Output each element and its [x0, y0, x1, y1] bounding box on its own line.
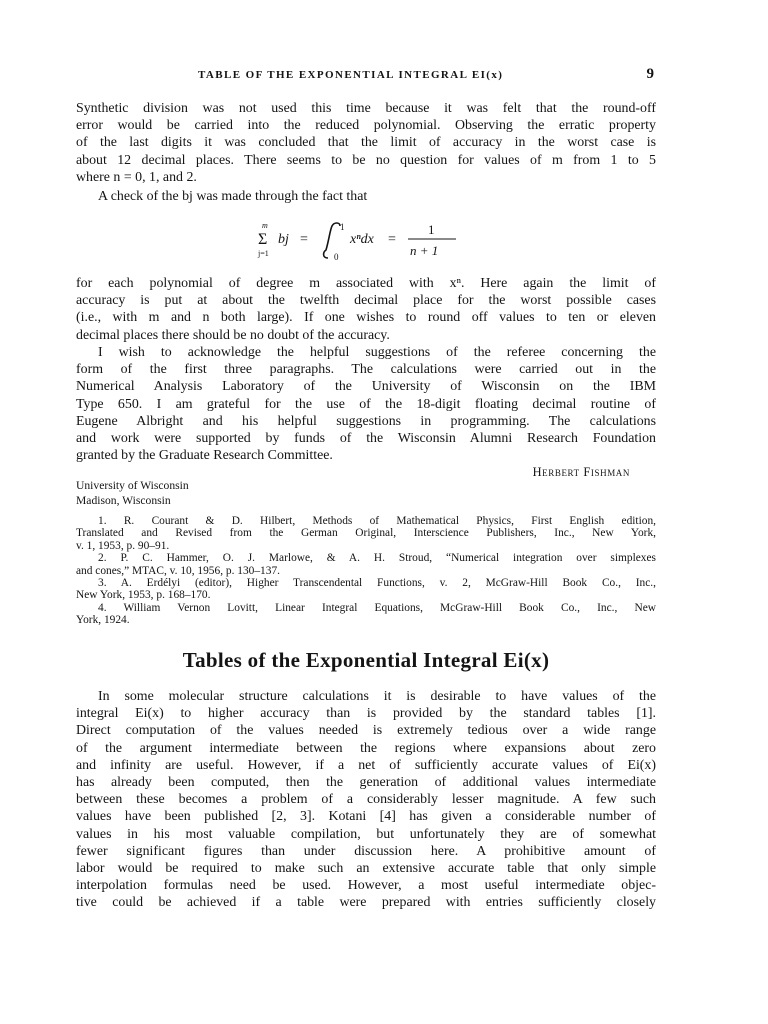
text-line: and work were supported by funds of the Wisconsin Alumni Research Foundation [76, 430, 656, 446]
integral-upper-limit: 1 [340, 222, 345, 232]
text-line: interpolation formulas need be used. However, a most useful intermediate objec- [76, 878, 656, 894]
section-title: Tables of the Exponential Integral Ei(x) [182, 648, 550, 672]
text-line: Numerical Analysis Laboratory of the University of Wisconsin on the IBM [76, 379, 656, 395]
text-line: of the argument intermediate between the regions where expansions about zero [76, 740, 656, 756]
text-line: accuracy is put at about the twelfth decimal place for the worst possible cases [76, 293, 656, 309]
reference-line: York, 1924. [76, 614, 130, 627]
paragraph-accuracy [76, 275, 656, 344]
text-line: has already been computed, then the generation of additional values intermediate [76, 774, 656, 790]
equals-sign: = [388, 232, 396, 247]
fraction-numerator: 1 [428, 222, 435, 237]
reference-item [76, 577, 656, 602]
text-line: of the last digits it was concluded that the limit of accuracy in the worst case is [76, 135, 656, 151]
text-line: between these becomes a problem of a considerably lesser magnitude. A few such [76, 792, 656, 808]
text-line: tive could be achieved if a table were prepared with entries sufficiently closely [76, 895, 656, 911]
text-line: fewer significant figures than under discussion here. A prohibitive amount of [76, 843, 656, 859]
reference-line: 4. William Vernon Lovitt, Linear Integral Equations, McGraw-Hill Book Co., Inc., New [98, 601, 656, 614]
paragraph-check [76, 188, 656, 205]
paragraph-introduction [76, 688, 656, 911]
page-number: 9 [646, 66, 654, 82]
text-line: integral Ei(x) to higher accuracy than is provided by the standard tables [1]. [76, 706, 656, 722]
text-line: labor would be required to make such an extensive accurate table that only simple [76, 860, 656, 876]
text-line: granted by the Graduate Research Committee. [76, 448, 333, 464]
sum-lower-limit: j=1 [258, 249, 269, 258]
reference-item [76, 602, 656, 627]
text-line: decimal places there should be no doubt of the accuracy. [76, 327, 390, 343]
paragraph-acknowledgement [76, 344, 656, 464]
sum-term: bj [278, 232, 289, 247]
sum-symbol: Σ [258, 231, 268, 248]
text-line: In some molecular structure calculations it is desirable to have values of the [98, 689, 656, 704]
paragraph-synthetic-division [76, 100, 656, 186]
references [76, 515, 656, 627]
running-head [76, 66, 656, 86]
page [76, 0, 656, 1024]
text-line: error would be carried into the reduced polynomial. Observing the erratic property [76, 118, 656, 134]
sum-upper-limit: m [262, 221, 268, 230]
equation-svg [256, 220, 496, 266]
reference-line: 2. P. C. Hammer, O. J. Marlowe, & A. H. Stroud, “Numerical integration over simplexes [98, 552, 656, 565]
text-line: Synthetic division was not used this time because it was felt that the round-off [76, 101, 656, 116]
equation-sum-integral [76, 220, 656, 266]
affiliation [76, 478, 189, 508]
text-line: A check of the bj was made through the fact that [98, 189, 368, 204]
reference-line: v. 1, 1953, p. 90–91. [76, 539, 170, 552]
text-line: I wish to acknowledge the helpful suggestions of the referee concerning the [98, 345, 656, 360]
reference-line: Translated and Revised from the German Original, Interscience Publishers, Inc., New York, [76, 527, 656, 540]
text-line: for each polynomial of degree m associated with xⁿ. Here again the limit of [76, 276, 656, 291]
text-line: (i.e., with m and n both large). If one wishes to round off values to ten or eleven [76, 310, 656, 326]
text-line: Direct computation of the values needed is extremely tedious over a wide range [76, 723, 656, 739]
affiliation-line: University of Wisconsin [76, 479, 189, 492]
affiliation-line: Madison, Wisconsin [76, 494, 171, 507]
text-line: and infinity are useful. However, if a net of sufficiently accurate values of Ei(x) [76, 757, 656, 773]
integrand: xⁿdx [350, 232, 374, 247]
equals-sign: = [300, 232, 308, 247]
fraction-denominator: n + 1 [410, 243, 439, 258]
reference-line: 3. A. Erdélyi (editor), Higher Transcendental Functions, v. 2, McGraw-Hill Book Co., Inc., [98, 576, 656, 589]
reference-line: and cones,” MTAC, v. 10, 1956, p. 130–137. [76, 564, 280, 577]
reference-line: 1. R. Courant & D. Hilbert, Methods of Mathematical Physics, First English edition, [98, 515, 656, 527]
author-signature: Herbert Fishman [532, 465, 630, 479]
text-line: where n = 0, 1, and 2. [76, 169, 197, 185]
text-line: values have been published [2, 3]. Kotani [4] has given a considerable number of [76, 809, 656, 825]
integral-lower-limit: 0 [334, 252, 339, 262]
reference-item [76, 552, 656, 577]
text-line: values in his most valuable compilation, but unfortunately they are of somewhat [76, 826, 656, 842]
text-line: Type 650. I am grateful for the use of the 18-digit floating decimal routine of [76, 396, 656, 412]
text-line: form of the first three paragraphs. The calculations were carried out in the [76, 362, 656, 378]
reference-item [76, 515, 656, 552]
reference-line: New York, 1953, p. 168–170. [76, 589, 211, 602]
running-head-title: TABLE OF THE EXPONENTIAL INTEGRAL EI(x) [198, 69, 504, 81]
text-line: Eugene Albright and his helpful suggestions in programming. The calculations [76, 413, 656, 429]
text-line: about 12 decimal places. There seems to be no question for values of m from 1 to 5 [76, 152, 656, 168]
